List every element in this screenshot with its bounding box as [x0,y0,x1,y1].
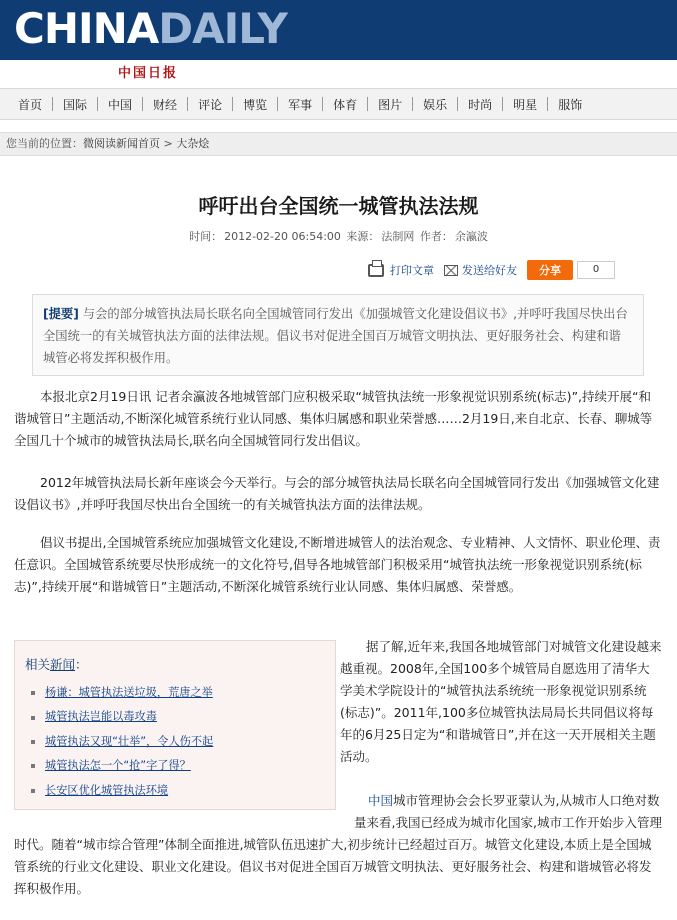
main-nav [0,88,677,120]
related-news-item[interactable]: 城管执法岂能以毒攻毒 [25,705,325,729]
chinese-logo: 中国日报 [0,60,677,84]
article-paragraph-2: 2012年城管执法局长新年座谈会今天举行。与会的部分城管执法局长联名向全国城管同行发出《加强城管文化建设倡议书》,并呼吁我国尽快出台全国统一的有关城管执法方面的法律法规。 [14,475,660,512]
related-news-item[interactable]: 长安区优化城管执法环境 [25,779,325,803]
article-title: 呼吁出台全国统一城管执法法规 [198,194,479,218]
nav-item-opinion[interactable]: 评论 [198,97,223,112]
bullet-icon [31,740,35,744]
nav-item-apparel[interactable]: 服饰 [558,97,583,112]
print-article-link[interactable]: 打印文章 [390,264,434,277]
nav-item-expo[interactable]: 博览 [243,97,268,112]
nav-item-entertainment[interactable]: 娱乐 [423,97,448,112]
nav-item-home[interactable]: 首页 [18,97,43,112]
bullet-icon [31,716,35,720]
related-news-item[interactable]: 城管执法怎一个“抢”字了得？ [25,754,325,778]
share-count: 0 [577,261,615,279]
breadcrumb-separator: > [160,137,177,150]
source-label: 来源： [346,230,380,243]
masthead [0,0,677,60]
article-paragraph-3: 倡议书提出,全国城管系统应加强城管文化建设,不断增进城管人的法治观念、专业精神、人文情怀、职业伦理、责任意识。全国城管系统要尽快形成统一的文化符号,倡导各地城管部门积极采用“城管执法统一形象视觉识别系统(标志)”,持续开展“和谐城管日”主题活动,不断深化城管系统行业认同感、集体归属感、荣誉感。 [14,535,661,594]
send-to-friend-link[interactable]: 发送给好友 [462,264,517,277]
publish-time: 2012-02-20 06:54:00 [224,230,341,243]
breadcrumb [0,132,677,156]
summary-text: 与会的部分城管执法局长联名向全国城管同行发出《加强城管文化建设倡议书》,并呼吁我国尽快出台全国统一的有关城管执法方面的法律法规。倡议书对促进全国百万城管文明执法、更好服务社会、构建和谐城管必将发挥积极作用。 [43,307,628,365]
bullet-icon [31,691,35,695]
article-paragraph-4: 据了解,近年来,我国各地城管部门对城管文化建设越来越重视。2008年,全国100多个城管局自愿选用了清华大学美术学院设计的“城管执法系统统一形象视觉识别系统(标志)”。2011年,100多位城管执法局局长共同倡议将每年的6月25日定为“和谐城管日”,并在这一天开展相关主题活动。 [340,639,662,764]
related-news-link[interactable]: 新闻 [50,657,76,672]
source-value: 法制网 [381,230,415,243]
mail-icon[interactable] [444,265,458,276]
article-meta [0,228,677,244]
author-label: 作者： [419,230,453,243]
china-inline-link[interactable]: 中国 [368,793,394,808]
related-news-item[interactable]: 杨谦：城管执法送垃圾，荒唐之举 [25,681,325,705]
article-paragraph-5: 中国城市管理协会会长罗亚蒙认为,从城市人口绝对数量来看,我国已经成为城市化国家,城市工作开始步入管理时代。随着“城市综合管理”体制全面推进,城管队伍迅速扩大,初步统计已经超过百万。城管文化建设,本质上是全国城管系统的行业文化建设、职业文化建设。倡议书对促进全国百万城管文明执法、更好服务社会、构建和谐城管必将发挥积极作用。 [14,790,662,900]
related-news-heading: 相关新闻： [25,657,88,672]
article-summary [32,294,644,376]
nav-item-sports[interactable]: 体育 [333,97,358,112]
article-paragraph-1: 本报北京2月19日讯 记者余瀛波各地城管部门应积极采取“城管执法统一形象视觉识别系统(标志)”,持续开展“和谐城管日”主题活动,不断深化城管系统行业认同感、集体归属感和职业荣誉感……2月19日,来自北京、长春、聊城等全国几十个城市的城管执法局长,联名向全国城管同行发出倡议。 [14,389,653,448]
article-tools [368,260,615,280]
breadcrumb-home-link[interactable]: 微阅读新闻首页 [83,137,160,150]
nav-item-finance[interactable]: 财经 [153,97,178,112]
summary-tag: [提要] [43,307,79,321]
breadcrumb-prefix: 您当前的位置： [6,137,83,150]
related-news-list [25,681,325,803]
nav-item-fashion[interactable]: 时尚 [468,97,493,112]
breadcrumb-section-link[interactable]: 大杂烩 [176,137,210,150]
related-news-item[interactable]: 城管执法又现“壮举”，令人伤不起 [25,730,325,754]
nav-item-photos[interactable]: 图片 [378,97,403,112]
related-news-box [14,640,336,810]
nav-item-stars[interactable]: 明星 [513,97,538,112]
nav-item-china[interactable]: 中国 [108,97,133,112]
nav-item-world[interactable]: 国际 [63,97,88,112]
share-button[interactable]: 分享 [527,260,573,280]
nav-item-military[interactable]: 军事 [288,97,313,112]
time-label: 时间： [189,230,223,243]
print-icon[interactable] [368,264,384,277]
bullet-icon [31,764,35,768]
chinadaily-logo[interactable]: CHINADAILY [14,4,287,53]
float-spacer [14,790,354,834]
author-value: 余瀛波 [454,230,488,243]
